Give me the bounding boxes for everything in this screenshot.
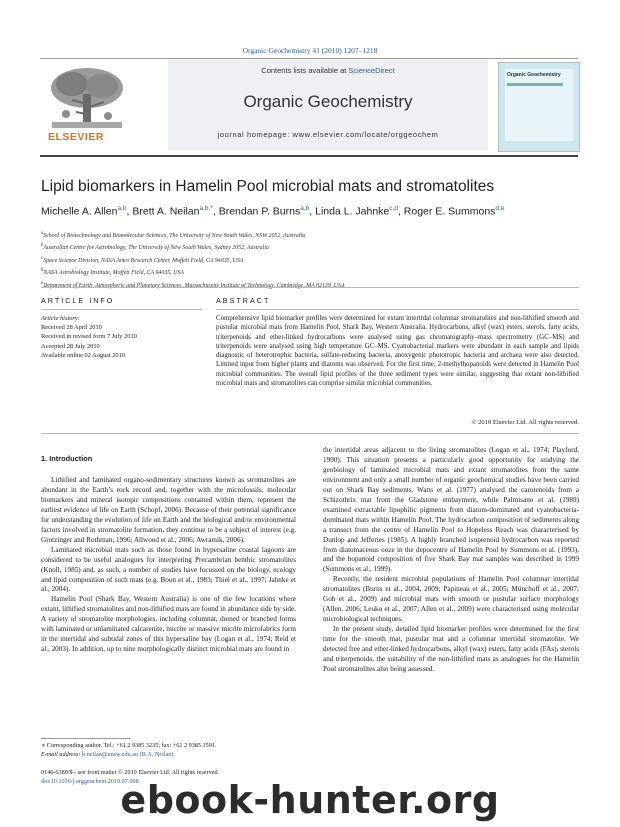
body-column-left	[41, 476, 296, 655]
affiliation-line	[41, 254, 581, 266]
divider	[41, 287, 579, 288]
journal-banner	[40, 58, 578, 158]
journal-cover-thumbnail	[498, 62, 580, 152]
journal-citation[interactable]: Organic Geochemistry 41 (2010) 1207–1218	[242, 46, 378, 55]
author-separator: ,	[212, 205, 219, 218]
journal-title: Organic Geochemistry	[243, 92, 413, 111]
email-line	[41, 751, 301, 760]
sciencedirect-link[interactable]: ScienceDirect	[348, 66, 395, 75]
body-paragraph: Lithified and laminated organo-sedimentary structures known as stromatolites are abundant in the Earth’s rock record and, together with the microfossils, molecular biomarkers and mineral isotopic compositions contained within them, represent the earliest evidence of life on Earth (Schopf, 2006). Because of their potential significance for understanding the evolution of life on Earth and the biological and/or environmental factors involved in stromatolite formation, they continue to be a subject of interest (e.g. Grotzinger and Rothman, 1996; Allwood et al., 2006; Awramik, 2006).	[41, 476, 296, 544]
author-name: Brett A. Neilan	[132, 205, 200, 218]
history-label: Article history:	[41, 315, 80, 322]
affiliation-text: School of Biotechnology and Biomolecular Sciences, The University of New South Wales, NSW 2052, Australia	[43, 232, 306, 239]
author-name: Roger E. Summons	[403, 205, 496, 218]
author-separator: ,	[397, 205, 404, 218]
doi-link[interactable]: doi:10.1016/j.orggeochem.2010.07.008	[41, 777, 139, 785]
banner-top-rule	[40, 58, 578, 59]
history-revised: Received in revised form 7 July 2010	[41, 333, 137, 341]
corresponding-author-note: ∗ Corresponding author. Tel.: +61 2 9385 3235; fax: +61 2 9385 1591.	[41, 742, 217, 749]
banner-bottom-rule	[40, 155, 578, 157]
author-affiliation-marker[interactable]: a,b,*	[199, 205, 213, 212]
affiliation-key: b	[41, 243, 44, 249]
author-name: Michelle A. Allen	[41, 205, 118, 218]
footnotes	[41, 742, 301, 759]
contents-prefix: Contents lists available at	[261, 66, 349, 75]
contents-line	[168, 66, 488, 75]
affiliation-key: c	[41, 255, 44, 261]
author-affiliation-marker[interactable]: d,e	[495, 205, 505, 212]
affiliation-key: a	[41, 231, 44, 236]
history-online: Available online 02 August 2010	[41, 351, 126, 359]
issn-line: 0146-6380/$ - see front matter © 2010 Elsevier Ltd. All rights reserved.	[41, 769, 220, 776]
affiliation-key: e	[41, 280, 44, 286]
author-affiliation-marker[interactable]: a,b	[117, 205, 127, 212]
affiliation-key: d	[41, 268, 44, 274]
article-history	[41, 314, 201, 360]
footnote-rule	[41, 738, 131, 739]
divider	[41, 309, 202, 310]
affiliation-line	[41, 241, 581, 253]
email-link[interactable]: b.neilan@unsw.edu.au (B.A. Neilan).	[82, 750, 175, 758]
divider	[216, 309, 579, 310]
journal-header-band	[168, 60, 488, 150]
journal-homepage[interactable]: journal homepage: www.elsevier.com/locate/orggeochem	[217, 130, 439, 139]
history-accepted: Accepted 28 July 2010	[41, 342, 100, 350]
publisher-logo-text: ELSEVIER	[48, 131, 104, 143]
email-label: E-mail address:	[41, 750, 81, 758]
paper-title: Lipid biomarkers in Hamelin Pool microbial mats and stromatolites	[41, 178, 495, 195]
body-column-right	[323, 446, 579, 675]
body-paragraph: Recently, the resident microbial populations of Hamelin Pool columnar intertidal stromatolites (Burns et al., 2004, 2009; Papineau et al., 2005; Münchoff et al., 2007; Goh et al., 2009) and microbial mats with smooth or pustular surface morphology (Allen, 2006; Leuko et al., 2007; Allen et al., 2009) were characterised using molecular microbiological techniques.	[323, 575, 579, 624]
copyright-notice: © 2010 Elsevier Ltd. All rights reserved.	[471, 419, 579, 426]
author-name: Linda L. Jahnke	[315, 205, 390, 218]
author-list	[41, 205, 504, 218]
affiliation-line	[41, 266, 581, 278]
body-paragraph: Hamelin Pool (Shark Bay, Western Australia) is one of the few locations where extant, lithified stromatolites and non-lithified mats are found in abundance side by side. A variety of stromatolite morphologies, including columnar, domed or branched forms with laminated or unlaminated calcarenite, micrite or massive micrite microfabrics form in the intertidal and subtidal zones of this hypersaline bay (Logan et al., 1974; Reid et al., 2003). In addition, up to nine morphologically distinct microbial mats are found in	[41, 595, 296, 654]
author-separator: ,	[126, 205, 133, 218]
body-paragraph: Laminated microbial mats such as those found in hypersaline coastal lagoons are considered to be useful analogues for interpreting Precambrian benthic stromatolites (Knoll, 1985) and, as such, a number of studies have focussed on the biology, ecology and lipid composition of such mats (e.g. Boon et al., 1983; Thiel et al., 1997; Jahnke et al., 2004).	[41, 545, 296, 594]
affiliation-line	[41, 279, 581, 291]
cover-title: Organic Geochemistry	[507, 72, 561, 78]
affiliation-text: Australian Centre for Astrobiology, The University of New South Wales, Sydney 2052, Australia	[43, 245, 269, 252]
article-info-heading: ARTICLE INFO	[41, 296, 115, 305]
abstract-heading: ABSTRACT	[216, 296, 271, 305]
affiliations	[41, 229, 581, 291]
author-affiliation-marker[interactable]: a,b	[300, 205, 310, 212]
author-separator: ,	[309, 205, 316, 218]
affiliation-text: NASA Astrobiology Institute, Moffett Field, CA 94035, USA	[43, 270, 184, 277]
affiliation-text: Space Science Division, NASA Ames Research Center, Moffett Field, CA 94035, USA	[43, 257, 244, 264]
author-affiliation-marker[interactable]: c,d	[389, 205, 398, 212]
history-received: Received 28 April 2010	[41, 324, 102, 332]
watermark-text: ebook-hunter.org	[120, 778, 500, 822]
section-heading: 1. Introduction	[41, 454, 93, 463]
body-paragraph: In the present study, detailed lipid biomarker profiles were determined for the first time for the smooth mat, pustular mat and a columnar intertidal stromatolite. We detected free and ether-linked hydrocarbons, alkyl (wax) esters, fatty acids (FAs), sterols and triterpenoids, the suitability of the non-lithified mats as analogues for the Hamelin Pool stromatolites also being assessed.	[323, 625, 579, 673]
affiliation-text: Department of Earth, Atmospheric and Planetary Sciences, Massachusetts Institute of Technology, Cambridge, MA 02139, USA	[43, 282, 345, 289]
abstract-text: Comprehensive lipid biomarker profiles were determined for extant intertidal columnar stromatolites and non-lithified smooth and pustular microbial mats from Hamelin Pool, Shark Bay, Western Australia. Hydrocarbons, alkyl (wax) esters, sterols, fatty acids, triterpenoids and ether-linked hydrocarbons were analysed using gas chromatography–mass spectrometry (GC–MS) and triterpenoids were analysed using high temperature GC–MS. Cyanobacterial markers were abundant in each sample and lipids diagnostic of heterotrophic bacteria, sulfate-reducing bacteria, anoxygenic phototropic bacteria and archaea were also detected. Limited input from higher plants and diatoms was observed. For the first time, 2-methylhopanoids were detected in Hamelin Pool microbial communities. The overall lipid profiles of the three sediment types were similar, suggesting that extant non-lithified microbial mats and stromatolites can comprise similar microbial communities.	[216, 315, 579, 388]
affiliation-line	[41, 229, 581, 241]
divider	[41, 433, 579, 434]
author-name: Brendan P. Burns	[218, 205, 301, 218]
body-paragraph: the intertidal areas adjacent to the living stromatolites (Logan et al., 1974; Playford, 1990). This situation presents a particularly good opportunity for studying the geobiology of laminated microbial mats and extant stromatolites from the same environment and only a small number of organic geochemical studies have been carried out on Shark Bay sediments. Watts et al. (1977) analysed the carotenoids from a Schizothrix mat from the Gladstone embayment, while Palmisano et al. (1989) examined extractable lipophilic pigments from diatom-dominated and cyanobacteria-dominated mats within Hamelin Pool. The hydrocarbon composition of sediments along a transect from the centre of Hamelin Pool to Hopeless Reach was characterised by Dunlop and Jefferies (1985). A highly branched isoprenoid hydrocarbon was reported from diatomaceous ooze in the depocentre of Hamelin Pool by Summons et al. (1993), and the hopanoid composition of five Shark Bay mat samples was described in 1999 (Summons et al., 1999).	[323, 446, 579, 574]
